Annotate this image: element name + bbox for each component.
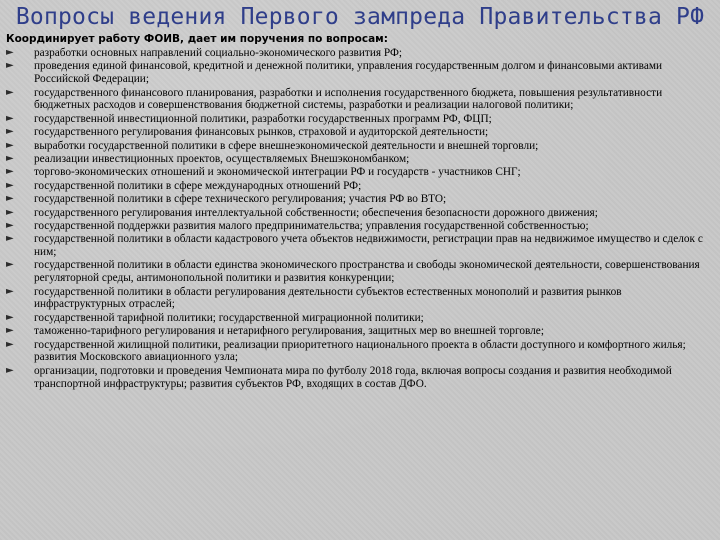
bullet-arrow-icon: ► (6, 206, 14, 218)
bullet-arrow-icon: ► (6, 139, 14, 151)
list-item-text: торгово-экономических отношений и экономической интеграции РФ и государств - участников СНГ; (34, 166, 521, 179)
bullet-arrow-icon: ► (6, 311, 14, 323)
bullet-arrow-icon: ► (6, 338, 14, 350)
bullet-arrow-icon: ► (6, 364, 14, 376)
list-item-text: государственной политики в области единства экономического пространства и свободы экономической деятельности, совершенствования регуляторной среды, антимонопольной политики и развития конкуренции; (34, 259, 700, 285)
list-item-text: государственного регулирования интеллектуальной собственности; обеспечения безопасности дорожного движения; (34, 206, 598, 219)
list-item-text: организации, подготовки и проведения Чемпионата мира по футболу 2018 года, включая вопросы создания и развития необходимой транспортной инфраструктуры; развития субъектов РФ, входящих в состав ДФО. (34, 364, 672, 390)
bullet-arrow-icon: ► (6, 285, 14, 297)
list-item-text: государственной политики в области кадастрового учета объектов недвижимости, регистрации прав на недвижимое имущество и сделок с ним; (34, 233, 703, 259)
list-item-text: государственной политики в сфере технического регулирования; участия РФ во ВТО; (34, 193, 447, 206)
list-item (6, 312, 714, 325)
bullet-arrow-icon: ► (6, 219, 14, 231)
bullet-arrow-icon: ► (6, 259, 14, 271)
list-item-text: таможенно-тарифного регулирования и нетарифного регулирования, защитных мер во внешней торговле; (34, 325, 544, 338)
list-item (6, 87, 714, 113)
list-item-text: государственной политики в сфере международных отношений РФ; (34, 179, 362, 192)
list-item (6, 166, 714, 179)
bullet-arrow-icon: ► (6, 233, 14, 245)
list-item-text: разработки основных направлений социально-экономического развития РФ; (34, 47, 403, 59)
list-item (6, 113, 714, 126)
bullet-arrow-icon: ► (6, 47, 14, 58)
list-item (6, 233, 714, 259)
list-item-text: государственной тарифной политики; государственной миграционной политики; (34, 311, 424, 324)
list-item-text: реализации инвестиционных проектов, осуществляемых Внешэкономбанком; (34, 152, 410, 165)
list-item (6, 153, 714, 166)
list-item (6, 47, 714, 60)
list-item (6, 339, 714, 365)
bullet-list (6, 47, 714, 391)
bullet-arrow-icon: ► (6, 60, 14, 72)
list-item (6, 220, 714, 233)
list-item (6, 365, 714, 391)
list-item-text: государственной политики в области регулирования деятельности субъектов естественных монополий и развития рынков инфраструктурных отраслей; (34, 285, 622, 311)
bullet-arrow-icon: ► (6, 126, 14, 138)
list-item-text: государственного финансового планирования, разработки и исполнения государственного бюджета, повышения результативности бюджетных расходов и совершенствования бюджетной системы, разработки и реализации налоговой политики; (34, 86, 663, 112)
bullet-arrow-icon: ► (6, 179, 14, 191)
bullet-arrow-icon: ► (6, 112, 14, 124)
list-item-text: государственной инвестиционной политики, разработки государственных программ РФ, ФЦП; (34, 112, 492, 125)
list-item-text: государственного регулирования финансовых рынков, страховой и аудиторской деятельности; (34, 126, 489, 139)
list-item-text: государственной поддержки развития малого предпринимательства; управления государственной собственностью; (34, 219, 589, 232)
bullet-arrow-icon: ► (6, 152, 14, 164)
bullet-arrow-icon: ► (6, 86, 14, 98)
list-item (6, 325, 714, 338)
bullet-arrow-icon: ► (6, 193, 14, 205)
list-item (6, 60, 714, 86)
bullet-arrow-icon: ► (6, 325, 14, 337)
list-item-text: проведения единой финансовой, кредитной и денежной политики, управления государственным долгом и финансовыми активами Российской Федерации; (34, 60, 663, 86)
list-item (6, 193, 714, 206)
list-item (6, 207, 714, 220)
intro-text: Координирует работу ФОИВ, дает им поручения по вопросам: (6, 33, 388, 45)
list-item (6, 180, 714, 193)
bullet-arrow-icon: ► (6, 166, 14, 178)
slide-title: Вопросы ведения Первого зампреда Правительства РФ (15, 4, 705, 30)
list-item-text: выработки государственной политики в сфере внешнеэкономической деятельности и внешней торговли; (34, 139, 539, 152)
list-item-text: государственной жилищной политики, реализации приоритетного национального проекта в области доступного и комфортного жилья; развития Московского авиационного узла; (34, 338, 686, 364)
list-item (6, 286, 714, 312)
list-item (6, 140, 714, 153)
list-item (6, 126, 714, 139)
list-item (6, 259, 714, 285)
